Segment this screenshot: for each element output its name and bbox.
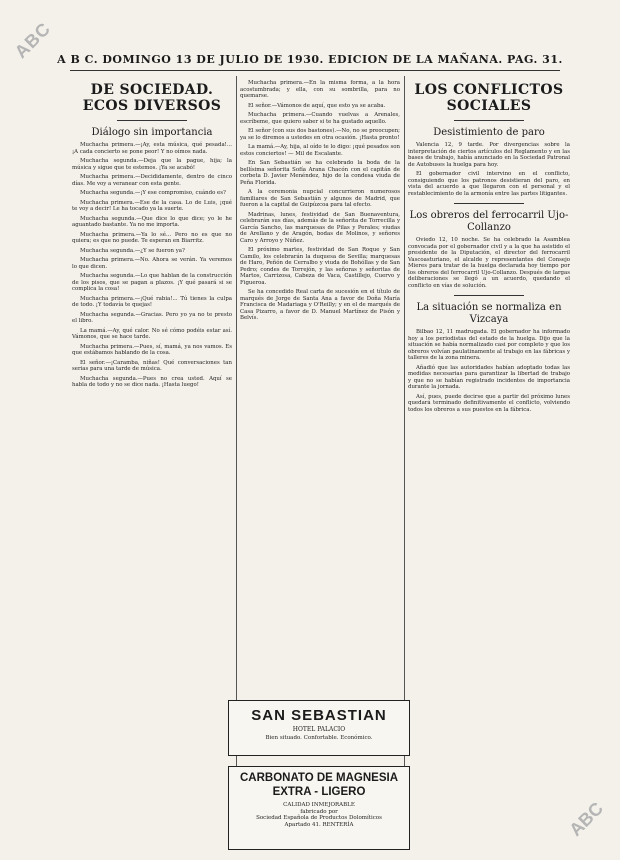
paragraph: Así, pues, puede decirse que a partir del próximo lunes quedará terminado definitivamente el conflicto, volviendo todos los obreros a sus puestos en la fábrica. — [408, 393, 570, 413]
paragraph: La mamá.—Ay, qué calor. No sé cómo podéis estar así. Vámonos, que se hace tarde. — [72, 327, 232, 340]
ad-magnesia-made-by: fabricado por — [300, 808, 338, 815]
paragraph: Muchacha segunda.—Deja que la pague, hija; la música y sigue que te estemos. ¡Ya se acabó! — [72, 158, 232, 171]
ad-hotel-city: SAN SEBASTIAN — [251, 707, 387, 724]
paragraph: A la ceremonia nupcial concurrieron numerosos familiares de San Sebastián y algunos de Madrid, que fueron a la capital de Guipúzcoa para tal efecto. — [240, 189, 400, 208]
article-title-vizcaya: La situación se normaliza en Vizcaya — [416, 302, 562, 325]
paragraph: Muchacha segunda.—Que dice lo que dice; yo le he aguantado bastante. Ya no me importa. — [72, 215, 232, 228]
article-body-dialogo — [72, 142, 232, 389]
paragraph: En San Sebastián se ha celebrado la boda de la bellísima señorita Sofía Arana Chacón con el capitán de corbeta D. Javier Menéndez, hijo de la condesa viuda de Peña Florida. — [240, 160, 400, 186]
paragraph: La mamá.—Ay, hija, al oído te lo digo: ¡qué pesados son estos conciertos! — Mil de Escalante. — [240, 144, 400, 157]
paragraph: Muchacha primera.—No. Ahora se verán. Ya veremos lo que dicen. — [72, 257, 232, 270]
article-body-vizcaya — [408, 329, 570, 413]
ad-magnesia-address: Apartado 41. RENTERÍA — [284, 821, 354, 828]
paragraph: El señor (con sus dos bastones).—No, no se preocupen; ya se lo diremos a ustedes en otra ocasión. ¡Hasta pronto! — [240, 128, 400, 141]
paragraph: Muchacha primera.—Cuando vuelvas a Arenales, escríbeme, que quiero saber si te ha gustado aquello. — [240, 112, 400, 125]
ad-magnesia-company: Sociedad Española de Productos Dolomíticos — [256, 815, 382, 821]
abc-watermark-top-left — [0, 0, 90, 90]
paragraph: Bilbao 12, 11 madrugada. El gobernador ha informado hoy a los periodistas del estado de la huelga. Dijo que la situación se había normalizado casi por completo y que los obreros volvían paulatinamente al trabajo en las fábricas y talleres de la zona minera. — [408, 329, 570, 361]
labor-section-title: LOS CONFLICTOS SOCIALES — [414, 82, 564, 114]
paragraph: El gobernador civil intervino en el conflicto, consiguiendo que los patronos desistieran del paro, en vista del acuerdo a que llegaron con el personal y el restablecimiento de la armonía entre las partes litigantes. — [408, 171, 570, 197]
article-title-paro: Desistimiento de paro — [433, 127, 545, 138]
paragraph: Muchacha primera.—Ya lo sé... Pero no es que no quiera; es que no puede. Te esperan en Biarritz. — [72, 231, 232, 244]
article-rule-1 — [454, 203, 524, 204]
magnesia-advertisement — [228, 766, 410, 850]
paragraph: El señor.—Vámonos de aquí, que esto ya se acaba. — [248, 102, 386, 109]
article-rule-2 — [454, 295, 524, 296]
paragraph: Muchacha primera.—En la misma forma, a la hora acostumbrada; y ella, con su sombrilla, para no quemarse. — [240, 80, 400, 99]
watermark-label-br: ABC — [565, 798, 608, 841]
hotel-advertisement — [228, 700, 410, 756]
ad-hotel-name: HOTEL PALACIO — [292, 726, 346, 733]
society-section-title: DE SOCIEDAD. ECOS DIVERSOS — [82, 82, 222, 114]
header-rule — [70, 70, 560, 71]
middle-column — [240, 80, 400, 692]
left-column — [72, 80, 232, 850]
ad-magnesia-quality: CALIDAD INMEJORABLE — [283, 802, 355, 808]
ad-magnesia-subtitle: EXTRA - LIGERO — [272, 786, 366, 798]
society-notes-body — [240, 80, 400, 322]
paragraph: Añadió que las autoridades habían adoptado todas las medidas necesarias para garantizar la libertad de trabajo y que no se habían registrado incidentes de importancia durante la jornada. — [408, 364, 570, 390]
article-body-paro — [408, 142, 570, 197]
paragraph: Muchacha primera.—Ese de la casa. Lo de Luis, ¡qué te voy a decir! Le ha tocado ya la suerte. — [72, 199, 232, 212]
running-head: A B C. DOMINGO 13 DE JULIO DE 1930. EDICION DE LA MAÑANA. PAG. 31. — [57, 53, 563, 66]
paragraph: Muchacha segunda.—Pues no crea usted. Aquí se habla de todo y no se dice nada. ¡Hasta luego! — [72, 375, 232, 388]
article-title-ferrocarril: Los obreros del ferrocarril Ujo-Collanzo — [409, 210, 569, 233]
paragraph: El próximo martes, festividad de San Roque y San Camilo, los celebrarán la duquesa de Sevilla; marquesas de Haro, Peñón de Cerralbo y viuda de Bohóllas y de San Pedro; condes de Torrejón, y las señoras y señoritas de Martos, Carrizosa, Cabeza de Vaca, Castillejo, Cuervo y Figueroa. — [240, 247, 400, 286]
paragraph: Muchacha primera.—¡Qué rabia!... Tú tienes la culpa de todo. ¡Y todavía te quejas! — [72, 295, 232, 308]
paragraph: Muchacha primera.—¡Ay, esta música, qué pesada!... ¡A cada concierto se pone peor! Y no oímos nada. — [72, 142, 232, 155]
paragraph: Muchacha segunda.—Lo que hablan de la construcción de los pisos, que se pagan a plazos. ¡Y qué pasará si se complica la cosa! — [72, 273, 232, 292]
abc-watermark-bottom-right — [530, 770, 620, 860]
paragraph: Muchacha primera.—Decididamente, dentro de cinco días. Me voy a veranear con esta gente. — [72, 174, 232, 187]
ad-magnesia-title: CARBONATO DE MAGNESIA — [239, 772, 399, 784]
paragraph: El señor.—¡Caramba, niñas! Qué conversaciones tan serias para una tarde de música. — [72, 359, 232, 372]
paragraph: Muchacha segunda.—Gracias. Pero yo ya no te presto el libro. — [72, 311, 232, 324]
paragraph: Muchacha primera.—Pues, sí, mamá, ya nos vamos. Es que estábamos hablando de la cosa. — [72, 343, 232, 356]
ad-hotel-details: Bien situado. Confortable. Económico. — [265, 735, 373, 741]
paragraph: Muchacha segunda.—¡Y ese compromiso, cuándo es? — [80, 190, 226, 196]
section-rule-right — [454, 120, 524, 121]
right-column — [408, 80, 570, 850]
section-rule — [117, 120, 187, 121]
paragraph: Valencia 12, 9 tarde. Por divergencias sobre la interpretación de ciertos artículos del Reglamento y en las bases de trabajo, había anunciado en la Sociedad Patronal de Autobuses la huelga para hoy. — [408, 142, 570, 168]
article-title-dialogo: Diálogo sin importancia — [91, 127, 213, 138]
paragraph: Oviedo 12, 10 noche. Se ha celebrado la Asamblea convocada por el gobernador civil y a la que ha asistido el presidente de la Diputación, el director del ferrocarril Vascoasturiano, el alcalde y representantes del Consejo Mieres para tratar de la huelga declarada hoy tiempo por los obreros del ferrocarril Ujo-Collanzo. Después de largas deliberaciones se llegó a un acuerdo, quedando el conflicto en vías de solución. — [408, 237, 570, 289]
paragraph: Madrinas, lunes, festividad de San Buenaventura, celebrarán sus días, además de la señorita de Torrecilla y García Sancho, las marquesas de Pilas y Perales; viudas de Arellano y de Aragón, bodas de Molinos, y señores Caro y Arroyo y Núñez. — [240, 211, 400, 244]
paragraph: Se ha concedido Real carta de sucesión en el título de marqués de Jorge de Santa Ana a favor de Doña María Francisca de Madariaga y O'Reilly; y en el de marqués de Casa Pizarro, a favor de D. Manuel Martínez de Pisón y Belvís. — [240, 289, 400, 321]
watermark-label: ABC — [10, 18, 55, 63]
paragraph: Muchacha segunda.—¿Y se fueron ya? — [80, 247, 185, 254]
article-body-ferrocarril — [408, 237, 570, 289]
